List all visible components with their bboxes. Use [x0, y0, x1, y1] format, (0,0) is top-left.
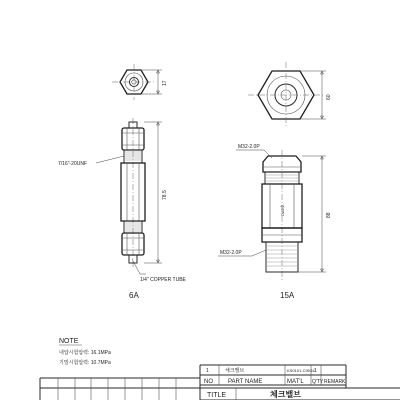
header-no: NO — [204, 379, 213, 385]
item-material: KS0101-CISO4 — [287, 368, 315, 373]
note-line-1: 내압시험압력: 16.1MPa — [59, 350, 111, 356]
thread-callout-6a: 7/16"-20UNF — [58, 161, 88, 167]
view-label-15a: 15A — [280, 291, 295, 300]
item-qty: 1 — [314, 368, 317, 374]
header-material: MAT'L — [287, 379, 304, 385]
hex-end-view-6a — [112, 64, 168, 100]
dim-length-6a: 78.5 — [162, 190, 168, 200]
thread-bottom-15a: M32-2.0P — [220, 250, 242, 256]
notes — [59, 338, 111, 366]
note-line-2: 기밀시험압력: 10.7MPa — [59, 360, 111, 366]
dim-length-15a: 88 — [326, 212, 332, 218]
note-title: NOTE — [59, 338, 79, 345]
thread-top-15a: M32-2.0P — [238, 144, 260, 150]
tube-callout-6a: 1/4" COPPER TUBE — [140, 277, 186, 283]
header-remark: REMARK — [324, 379, 346, 385]
title-block — [40, 365, 400, 400]
view-6a — [58, 64, 187, 300]
dim-hex-15a: 60 — [326, 94, 332, 100]
item-no: 1 — [206, 368, 209, 374]
title-value: 체크밸브 — [270, 390, 301, 399]
header-qty: Q'TY — [312, 379, 324, 385]
dim-hex-6a: 17 — [162, 80, 168, 86]
view-label-6a: 6A — [129, 291, 139, 300]
side-view-6a — [58, 118, 187, 283]
header-part-name: PART NAME — [228, 379, 263, 385]
body-mark-15a: DA5호 — [280, 204, 285, 216]
view-15a — [218, 62, 332, 300]
title-label: TITLE — [207, 392, 227, 399]
side-view-15a — [218, 144, 332, 280]
item-part-name: 체크밸브 — [225, 368, 245, 374]
hex-end-view-15a — [248, 62, 332, 128]
